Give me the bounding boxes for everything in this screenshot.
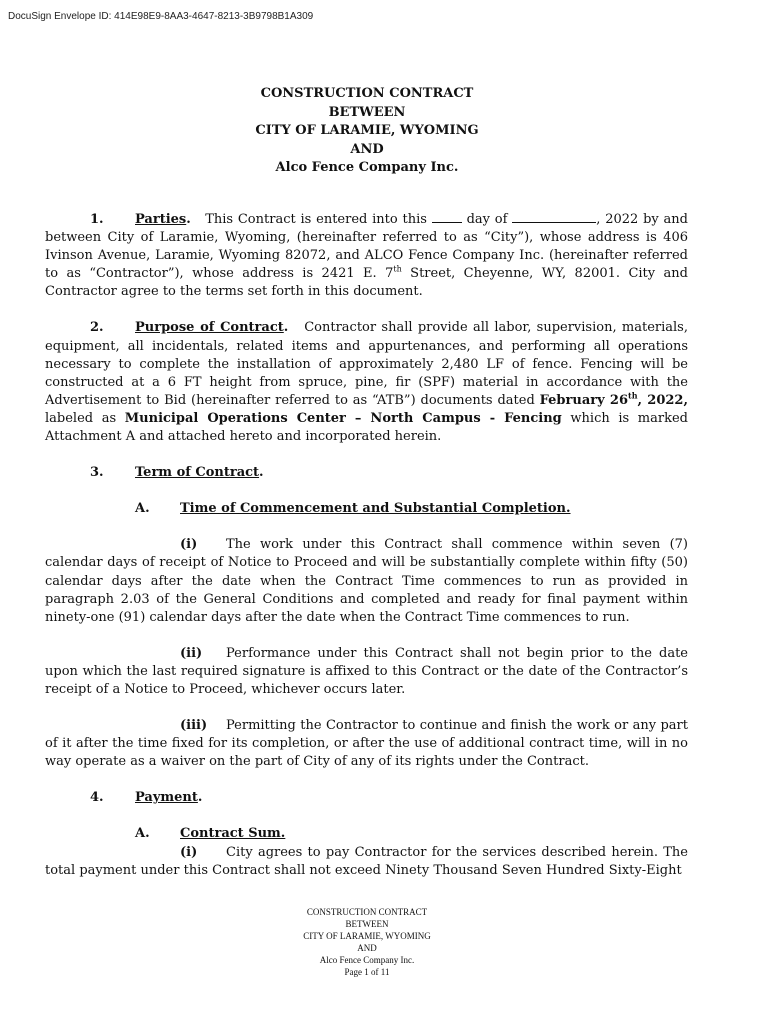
footer-line: CITY OF LARAMIE, WYOMING: [303, 931, 431, 941]
section-text: This Contract is entered into this: [205, 212, 427, 227]
superscript: th: [393, 264, 402, 274]
clause-label: (i): [180, 844, 198, 860]
page-footer: [0, 906, 734, 978]
section-payment: 4. Payment.: [45, 789, 688, 807]
clause-payment-i: [45, 844, 688, 880]
section-purpose: 2. Purpose of Contract. Contractor shall provide all labor, supervision, materials, equipment, all incidentals, related items and appurtenances, and performing all operations necessary to complete the installation of approximately 2,480 LF of fence. Fencing will be constructed at a 6 FT height from spruce, pine, fir (SPF) material in accordance with the Advertisement to Bid (hereinafter referred to as “ATB”) documents dated February 26th, 2022, labeled as Municipal Operations Center – North Campus - Fencing which is marked Attachment A and attached hereto and incorporated herein.: [45, 320, 689, 445]
title-line: CONSTRUCTION CONTRACT: [260, 86, 474, 101]
project-name: Municipal Operations Center – North Campus - Fencing: [124, 410, 562, 426]
contract-body: [45, 211, 688, 880]
page-number: Page 1 of 11: [344, 967, 390, 977]
section-number: 3.: [90, 465, 104, 481]
title-line: AND: [350, 141, 384, 157]
section-text: day of: [466, 212, 508, 227]
section-number: 4.: [90, 790, 104, 806]
atb-date: February 26: [539, 392, 628, 408]
section-number: 1.: [90, 212, 104, 227]
section-text: , 2022 by and between City of Laramie, Wyoming, (hereinafter referred to as “City”), whose address is 406 Ivinson Avenue, Laramie, Wyoming 82072, and ALCO Fence Company Inc. (hereinafter referred to as “Contractor”), whose address is 2421 E. 7: [45, 212, 688, 282]
subsection-heading: [45, 825, 688, 843]
subsection-label: A.: [135, 826, 150, 842]
title-line: Alco Fence Company Inc.: [275, 160, 459, 175]
section-heading: Parties: [135, 212, 187, 227]
clause-text: Performance under this Contract shall not begin prior to the date upon which the last required signature is affixed to this Contract or the date of the Contractor’s receipt of a Notice to Proceed, whichever occurs later.: [45, 645, 688, 697]
section-heading: Term of Contract: [135, 465, 260, 481]
day-blank[interactable]: [432, 211, 462, 223]
month-blank[interactable]: [512, 211, 596, 223]
footer-line: Alco Fence Company Inc.: [319, 955, 415, 965]
clause-i: [45, 536, 688, 626]
clause-text: The work under this Contract shall commence within seven (7) calendar days of receipt of Notice to Proceed and will be substantially complete within fifty (50) calendar days after the date when the Contract Time commences to run as provided in paragraph 2.03 of the General Conditions and completed and ready for final payment within ninety-one (91) calendar days after the date when the Contract Time commences to run.: [45, 537, 688, 625]
section-text: Street, Cheyenne, WY, 82001. City and Contractor agree to the terms set forth in this document.: [45, 266, 688, 300]
subsection-heading: [45, 500, 688, 518]
section-number: 2.: [90, 320, 104, 336]
footer-line: CONSTRUCTION CONTRACT: [306, 907, 428, 917]
clause-iii: [45, 717, 688, 771]
clause-text: Permitting the Contractor to continue and finish the work or any part of it after the time fixed for its completion, or after the use of additional contract time, will in no way operate as a waiver on the part of City of any of its rights under the Contract.: [45, 718, 688, 770]
section-text: labeled as: [45, 410, 125, 426]
contract-title: [0, 85, 734, 178]
clause-label: (iii): [180, 718, 208, 734]
section-text: which is marked Attachment A and attached hereto and incorporated herein.: [45, 410, 688, 445]
subsection-title: Time of Commencement and Substantial Completion.: [180, 501, 571, 517]
section-term: 3. Term of Contract.: [45, 464, 688, 482]
footer-line: AND: [357, 943, 377, 953]
superscript: th: [628, 390, 638, 401]
section-parties: 1. Parties. This Contract is entered into this day of , 2022 by and between City of Laramie, Wyoming, (hereinafter referred to as “City”), whose address is 406 Ivinson Avenue, Laramie, Wyoming 82072, and ALCO Fence Company Inc. (hereinafter referred to as “Contractor”), whose address is 2421 E. 7th Street, Cheyenne, WY, 82001. City and Contractor agree to the terms set forth in this document.: [45, 212, 688, 300]
footer-line: BETWEEN: [345, 919, 389, 929]
clause-ii: [45, 645, 688, 699]
section-heading: Purpose of Contract: [135, 320, 284, 336]
clause-label: (ii): [180, 645, 203, 661]
subsection-title: Contract Sum.: [180, 826, 286, 842]
section-heading: Payment: [135, 790, 198, 806]
clause-text: City agrees to pay Contractor for the services described herein. The total payment under this Contract shall not exceed Ninety Thousand Seven Hundred Sixty-Eight: [45, 844, 688, 878]
subsection-label: A.: [135, 501, 150, 517]
atb-date-year: , 2022,: [637, 392, 689, 408]
clause-label: (i): [180, 537, 198, 553]
title-line: CITY OF LARAMIE, WYOMING: [255, 123, 479, 138]
envelope-id: DocuSign Envelope ID: 414E98E9-8AA3-4647-8213-3B9798B1A309: [8, 11, 314, 22]
section-text: Contractor shall provide all labor, supervision, materials, equipment, all incidentals, related items and appurtenances, and performing all operations necessary to complete the installation of approximately 2,480 LF of fence. Fencing will be constructed at a 6 FT height from spruce, pine, fir (SPF) material in accordance with the Advertisement to Bid (hereinafter referred to as “ATB”) documents dated: [45, 320, 688, 408]
title-line: BETWEEN: [328, 104, 406, 120]
